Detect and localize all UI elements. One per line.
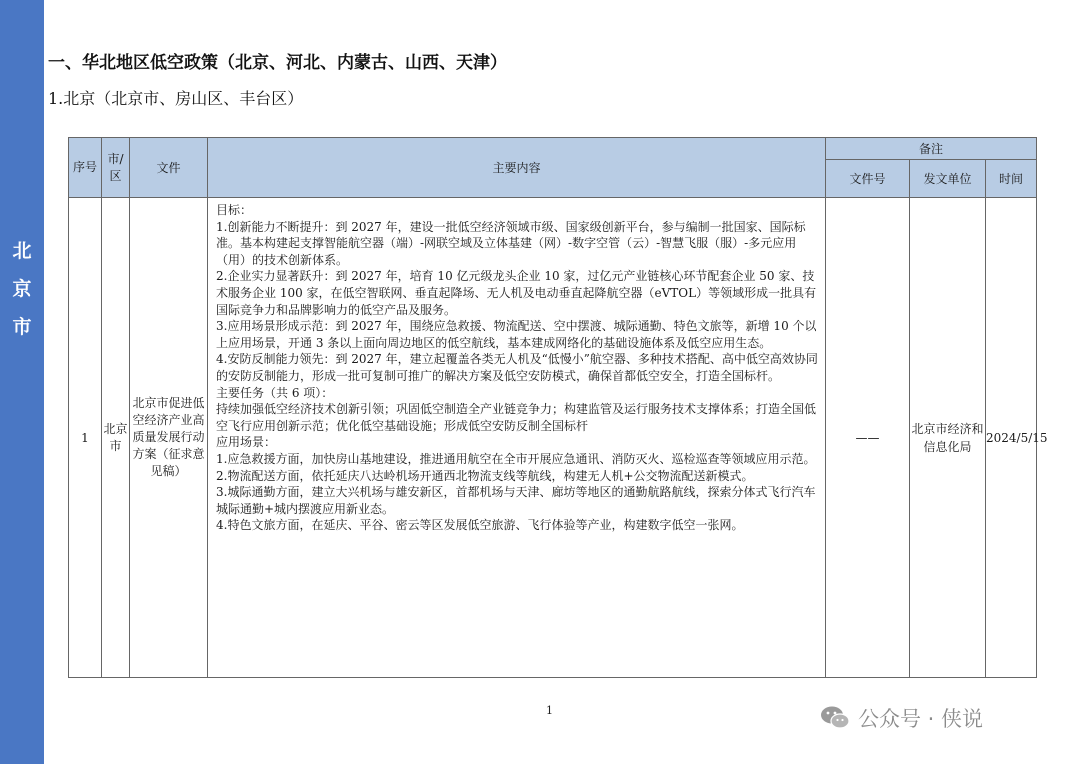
content-line: 目标： [216, 203, 253, 217]
side-label-char: 北 [12, 240, 32, 262]
table-row [69, 198, 1037, 678]
header-time: 时间 [986, 160, 1037, 198]
content-line: 主要任务（共 6 项）： [216, 385, 334, 400]
side-label-char: 市 [12, 316, 32, 338]
watermark-text: 公众号 · 侠说 [858, 707, 984, 731]
header-doc-no: 文件号 [826, 160, 910, 198]
header-content: 主要内容 [208, 138, 826, 198]
section-heading: 一、华北地区低空政策（北京、河北、内蒙古、山西、天津） [48, 53, 507, 73]
header-city: 市/区 [102, 138, 130, 198]
watermark [820, 703, 983, 733]
row-doc-no: —— [826, 198, 910, 678]
content-line: 3.应用场景形成示范：到 2027 年，围绕应急救援、物流配送、空中摆渡、城际通勤、特色文旅等，新增 10 个以上应用场景，开通 3 条以上面向周边地区的低空航线，基本建成网络化的基础设施体系及低空应用生态。 [216, 319, 817, 350]
row-seq: 1 [69, 198, 102, 678]
content-line: 1.应急救援方面，加快房山基地建设，推进通用航空在全市开展应急通讯、消防灭火、巡检巡查等领域应用示范。 [216, 451, 816, 466]
content-line: 4.特色文旅方面，在延庆、平谷、密云等区发展低空旅游、飞行体验等产业，构建数字低空一张网。 [216, 518, 744, 533]
wechat-icon [820, 705, 850, 731]
side-label-char: 京 [12, 278, 32, 300]
header-remarks: 备注 [826, 138, 1037, 160]
content-line: 4.安防反制能力领先：到 2027 年，建立起覆盖各类无人机及“低慢小”航空器、多种技术搭配、高中低空高效协同的安防反制能力，形成一批可复制可推广的解决方案及低空安防模式，确保首都低空安全，打造全国标杆。 [216, 352, 818, 383]
row-main-content [208, 198, 826, 678]
row-time: 2024/5/15 [986, 198, 1037, 678]
side-region-label [0, 232, 44, 346]
policy-table [68, 137, 1048, 678]
subsection-heading: 1.北京（北京市、房山区、丰台区） [48, 89, 304, 108]
header-file: 文件 [130, 138, 208, 198]
row-issuer: 北京市经济和信息化局 [910, 198, 986, 678]
content-line: 持续加强低空经济技术创新引领；巩固低空制造全产业链竞争力；构建监管及运行服务技术支撑体系；打造全国低空飞行应用创新示范；优化低空基础设施；形成低空安防反制全国标杆 [216, 402, 817, 433]
page-number: 1 [546, 704, 553, 717]
row-city: 北京市 [102, 198, 130, 678]
row-file-name: 北京市促进低空经济产业高质量发展行动方案（征求意见稿） [130, 198, 208, 678]
side-band [0, 0, 44, 764]
content-line: 3.城际通勤方面，建立大兴机场与雄安新区，首都机场与天津、廊坊等地区的通勤航路航线，探索分体式飞行汽车城际通勤+城内摆渡应用新业态。 [216, 485, 816, 516]
content-line: 2.企业实力显著跃升：到 2027 年，培育 10 亿元级龙头企业 10 家，过亿元产业链核心环节配套企业 50 家、技术服务企业 100 家，在低空智联网、垂直起降场、无人机及电动垂直起降航空器（eVTOL）等领域形成一批具有国际竞争力和品牌影响力的低空产品及服务。 [216, 269, 817, 317]
header-seq: 序号 [69, 138, 102, 198]
header-issuer: 发文单位 [910, 160, 986, 198]
content-line: 2.物流配送方面，依托延庆八达岭机场开通西北物流支线等航线，构建无人机+公交物流配送新模式。 [216, 468, 754, 483]
content-line: 1.创新能力不断提升：到 2027 年，建设一批低空经济领域市级、国家级创新平台，参与编制一批国家、国际标准。基本构建起支撑智能航空器（端）-网联空域及立体基建（网）-数字空管（云）-智慧飞服（服）-多元应用（用）的技术创新体系。 [216, 219, 806, 267]
content-line: 应用场景： [216, 435, 277, 450]
